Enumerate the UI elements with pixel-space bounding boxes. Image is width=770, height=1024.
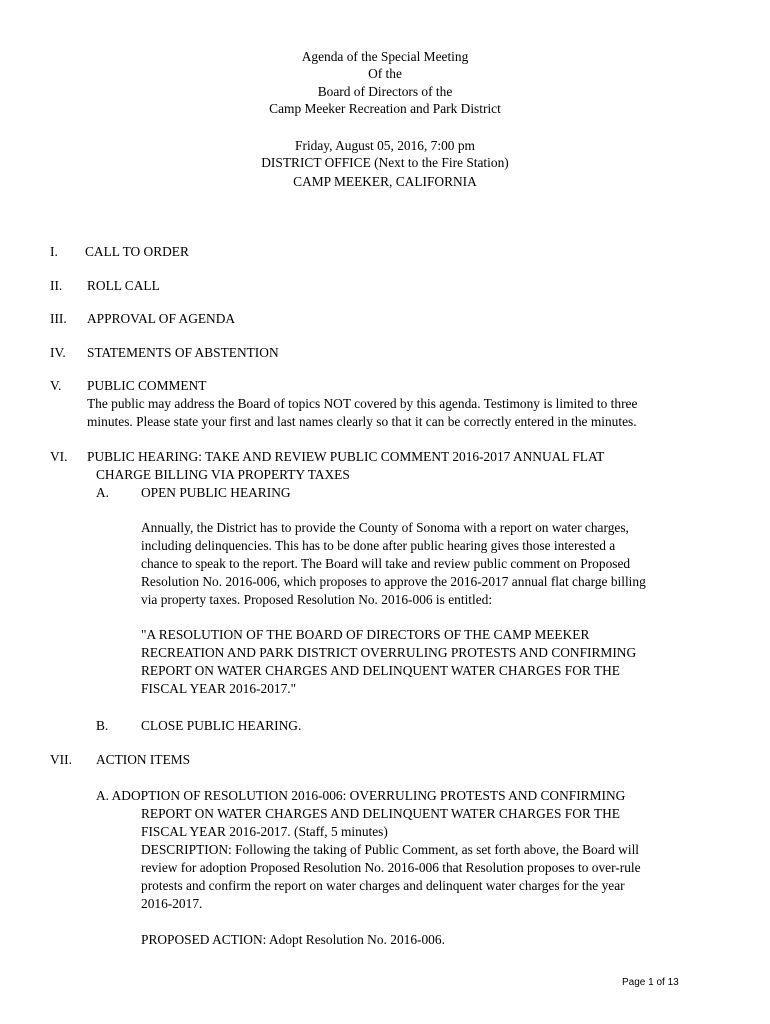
resolution-title: REPORT ON WATER CHARGES AND DELINQUENT WATER CHARGES FOR THE: [141, 663, 620, 678]
item-title: CALL TO ORDER: [85, 244, 189, 259]
subitem-title: OPEN PUBLIC HEARING: [141, 485, 291, 500]
subitem-title: CLOSE PUBLIC HEARING.: [141, 718, 302, 733]
meeting-location: DISTRICT OFFICE (Next to the Fire Station): [261, 155, 509, 170]
proposed-action: PROPOSED ACTION: Adopt Resolution No. 2016-006.: [141, 932, 445, 947]
subitem-number: B.: [96, 718, 109, 733]
header-line-1: Agenda of the Special Meeting: [301, 49, 469, 64]
action-item-title: A. ADOPTION OF RESOLUTION 2016-006: OVERRULING PROTESTS AND CONFIRMING: [96, 788, 626, 803]
hearing-paragraph: via property taxes. Proposed Resolution No. 2016-006 is entitled:: [141, 592, 493, 607]
item-title: ROLL CALL: [87, 278, 160, 293]
item-number: I.: [50, 244, 58, 259]
meeting-date: Friday, August 05, 2016, 7:00 pm: [295, 138, 475, 153]
hearing-paragraph: Resolution No. 2016-006, which proposes to approve the 2016-2017 annual flat charge billing: [141, 574, 646, 589]
item-number: V.: [50, 378, 62, 393]
item-number: II.: [50, 278, 63, 293]
action-description: protests and confirm the report on water charges and delinquent water charges for the year: [141, 878, 625, 893]
meeting-city: CAMP MEEKER, CALIFORNIA: [293, 174, 477, 189]
item-number: III.: [50, 311, 67, 326]
hearing-paragraph: Annually, the District has to provide the County of Sonoma with a report on water charges,: [141, 520, 629, 535]
item-title: ACTION ITEMS: [96, 752, 191, 767]
hearing-paragraph: including delinquencies. This has to be done after public hearing gives those interested a: [141, 538, 616, 553]
header-line-2: Of the: [368, 66, 402, 81]
action-item-title: REPORT ON WATER CHARGES AND DELINQUENT WATER CHARGES FOR THE: [141, 806, 620, 821]
item-title: PUBLIC COMMENT: [87, 378, 207, 393]
item-body: minutes. Please state your first and last names clearly so that it can be correctly entered in the minutes.: [87, 414, 637, 429]
item-number: VI.: [50, 449, 68, 464]
page-number: Page 1 of 13: [622, 977, 679, 988]
action-description: review for adoption Proposed Resolution No. 2016-006 that Resolution proposes to over-rule: [141, 860, 641, 875]
resolution-title: "A RESOLUTION OF THE BOARD OF DIRECTORS OF THE CAMP MEEKER: [141, 627, 590, 642]
resolution-title: RECREATION AND PARK DISTRICT OVERRULING PROTESTS AND CONFIRMING: [141, 645, 637, 660]
item-body: The public may address the Board of topics NOT covered by this agenda. Testimony is limited to three: [87, 396, 638, 411]
item-title: STATEMENTS OF ABSTENTION: [87, 345, 279, 360]
action-description: DESCRIPTION: Following the taking of Public Comment, as set forth above, the Board will: [141, 842, 640, 857]
item-title: PUBLIC HEARING: TAKE AND REVIEW PUBLIC COMMENT 2016-2017 ANNUAL FLAT: [87, 449, 605, 464]
resolution-title: FISCAL YEAR 2016-2017.": [141, 681, 297, 696]
header-line-3: Board of Directors of the: [317, 84, 453, 99]
item-number: VII.: [50, 752, 72, 767]
item-title: APPROVAL OF AGENDA: [87, 311, 236, 326]
header-line-4: Camp Meeker Recreation and Park District: [269, 101, 501, 116]
hearing-paragraph: chance to speak to the report. The Board will take and review public comment on Proposed: [141, 556, 631, 571]
action-item-title: FISCAL YEAR 2016-2017. (Staff, 5 minutes): [141, 824, 388, 839]
item-title: CHARGE BILLING VIA PROPERTY TAXES: [96, 467, 350, 482]
action-description: 2016-2017.: [141, 896, 203, 911]
subitem-number: A.: [96, 485, 110, 500]
item-number: IV.: [50, 345, 66, 360]
